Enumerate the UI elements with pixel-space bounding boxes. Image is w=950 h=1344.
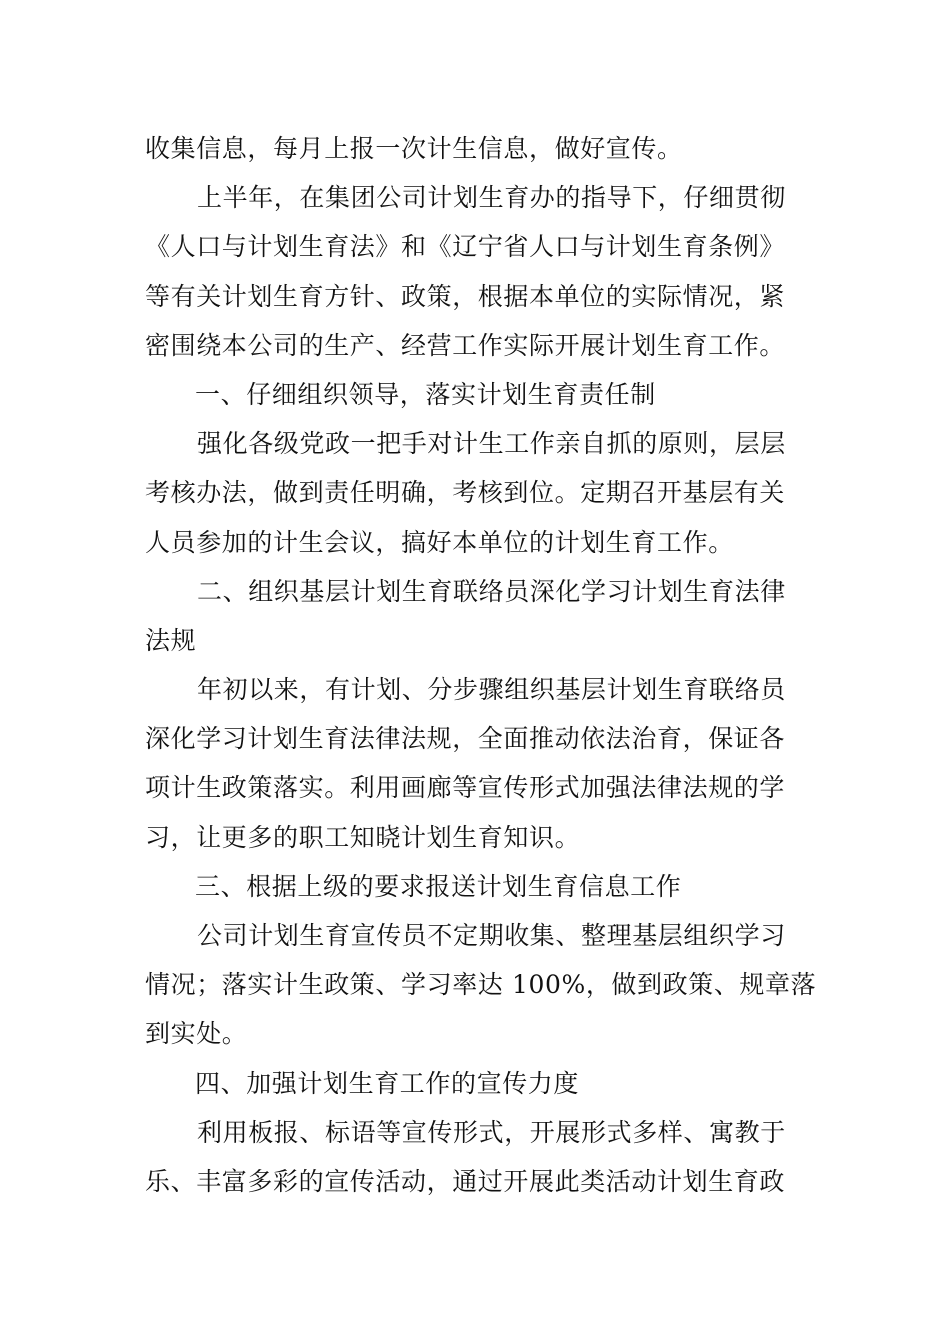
section-heading-1: 一、仔细组织领导，落实计划生育责任制 — [195, 379, 656, 409]
paragraph-start-line: 强化各级党政一把手对计生工作亲自抓的原则，层层 — [197, 429, 786, 459]
body-line: 考核办法，做到责任明确，考核到位。定期召开基层有关 — [145, 478, 786, 508]
body-line: 密围绕本公司的生产、经营工作实际开展计划生育工作。 — [145, 330, 786, 360]
paragraph-start-line: 年初以来，有计划、分步骤组织基层计划生育联络员 — [197, 675, 786, 705]
paragraph-start-line: 利用板报、标语等宣传形式，开展形式多样、寓教于 — [197, 1117, 786, 1147]
section-heading-2: 二、组织基层计划生育联络员深化学习计划生育法律 — [197, 576, 786, 606]
section-heading-2-continuation: 法规 — [145, 625, 197, 655]
body-line: 乐、丰富多彩的宣传活动，通过开展此类活动计划生育政 — [145, 1166, 786, 1196]
body-line: 《人口与计划生育法》和《辽宁省人口与计划生育条例》 — [145, 232, 786, 262]
section-heading-3: 三、根据上级的要求报送计划生育信息工作 — [195, 871, 682, 901]
body-line: 收集信息，每月上报一次计生信息，做好宣传。 — [145, 134, 683, 163]
body-line: 深化学习计划生育法律法规，全面推动依法治育，保证各 — [145, 724, 786, 754]
body-line: 等有关计划生育方针、政策，根据本单位的实际情况，紧 — [145, 281, 786, 311]
body-line: 习，让更多的职工知晓计划生育知识。 — [145, 822, 581, 852]
body-line: 到实处。 — [145, 1019, 248, 1049]
body-line: 人员参加的计生会议，搞好本单位的计划生育工作。 — [145, 527, 734, 557]
paragraph-start-line: 上半年，在集团公司计划生育办的指导下，仔细贯彻 — [197, 183, 786, 213]
document-body — [145, 124, 817, 1206]
body-line: 情况；落实计生政策、学习率达 100%，做到政策、规章落 — [145, 970, 817, 1000]
paragraph-start-line: 公司计划生育宣传员不定期收集、整理基层组织学习 — [197, 921, 786, 950]
section-heading-4: 四、加强计划生育工作的宣传力度 — [195, 1068, 580, 1098]
body-line: 项计生政策落实。利用画廊等宣传形式加强法律法规的学 — [145, 773, 786, 803]
